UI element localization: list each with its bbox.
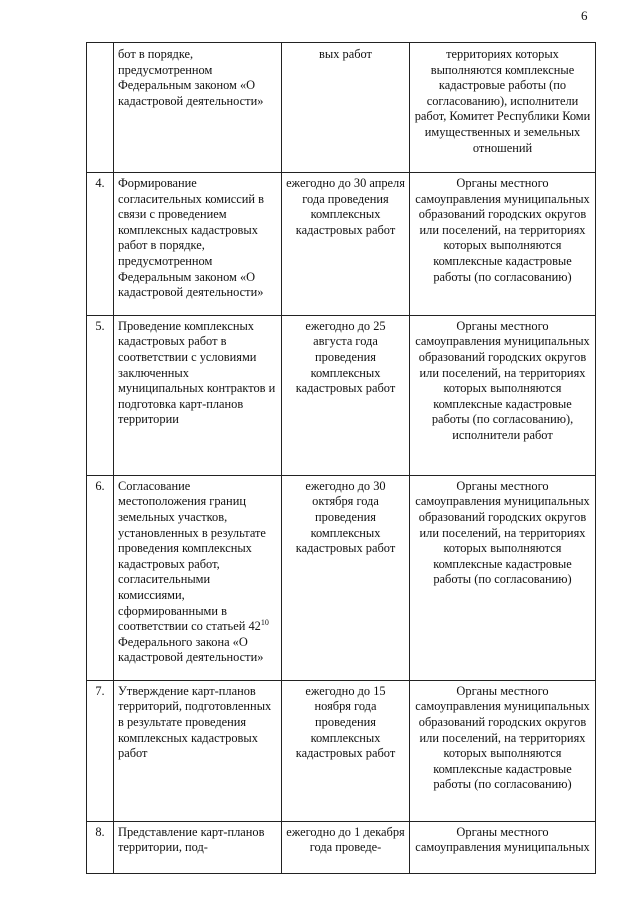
action-text-continued: Федерального закона «О кадастровой деятельности» — [118, 634, 264, 665]
deadline-cell: ежегодно до 30 октября года проведения комплексных кадастровых работ — [282, 475, 410, 680]
table-row — [87, 821, 596, 873]
action-cell: Проведение комплексных кадастровых работ в соответствии с условиями заключенных муниципальных контрактов и подготовка карт-планов территории — [114, 315, 282, 475]
table-row — [87, 680, 596, 821]
responsible-cell: Органы местного самоуправления муниципальных образований городских округов или поселений, на территориях которых выполняются комплексные кадастровые работы (по согласованию), исполнители работ — [410, 315, 596, 475]
row-number: 5. — [87, 315, 114, 475]
responsible-cell: Органы местного самоуправления муниципальных — [410, 821, 596, 873]
deadline-cell: ежегодно до 1 декабря года проведе- — [282, 821, 410, 873]
action-cell — [114, 475, 282, 680]
responsible-cell: территориях которых выполняются комплексные кадастровые работы (по согласованию), исполнители работ, Комитет Республики Коми имущественных и земельных отношений — [410, 43, 596, 173]
action-cell: Утверждение карт-планов территорий, подготовленных в результате проведения комплексных кадастровых работ — [114, 680, 282, 821]
action-text: Согласование местоположения границ земельных участков, установленных в результате проведения комплексных кадастровых работ, согласительными комиссиями, сформированными в соответствии со статьей 42 — [118, 478, 266, 634]
article-superscript: 10 — [260, 617, 269, 627]
deadline-cell: ежегодно до 25 августа года проведения комплексных кадастровых работ — [282, 315, 410, 475]
row-number — [87, 43, 114, 173]
responsible-cell: Органы местного самоуправления муниципальных образований городских округов или поселений, на территориях которых выполняются комплексные кадастровые работы (по согласованию) — [410, 173, 596, 316]
activity-plan-table — [86, 42, 596, 874]
action-cell: Формирование согласительных комиссий в связи с проведением комплексных кадастровых работ в порядке, предусмотренном Федеральным законом «О кадастровой деятельности» — [114, 173, 282, 316]
deadline-cell: ежегодно до 30 апреля года проведения комплексных кадастровых работ — [282, 173, 410, 316]
deadline-cell: ежегодно до 15 ноября года проведения комплексных кадастровых работ — [282, 680, 410, 821]
table-row — [87, 173, 596, 316]
table-row — [87, 475, 596, 680]
row-number: 8. — [87, 821, 114, 873]
responsible-cell: Органы местного самоуправления муниципальных образований городских округов или поселений, на территориях которых выполняются комплексные кадастровые работы (по согласованию) — [410, 680, 596, 821]
row-number: 6. — [87, 475, 114, 680]
table-row — [87, 315, 596, 475]
action-cell: бот в порядке, предусмотренном Федеральным законом «О кадастровой деятельности» — [114, 43, 282, 173]
table-row — [87, 43, 596, 173]
action-cell: Представление карт-планов территории, под- — [114, 821, 282, 873]
deadline-cell: вых работ — [282, 43, 410, 173]
page-number: 6 — [581, 8, 588, 23]
responsible-cell: Органы местного самоуправления муниципальных образований городских округов или поселений, на территориях которых выполняются комплексные кадастровые работы (по согласованию) — [410, 475, 596, 680]
row-number: 4. — [87, 173, 114, 316]
row-number: 7. — [87, 680, 114, 821]
